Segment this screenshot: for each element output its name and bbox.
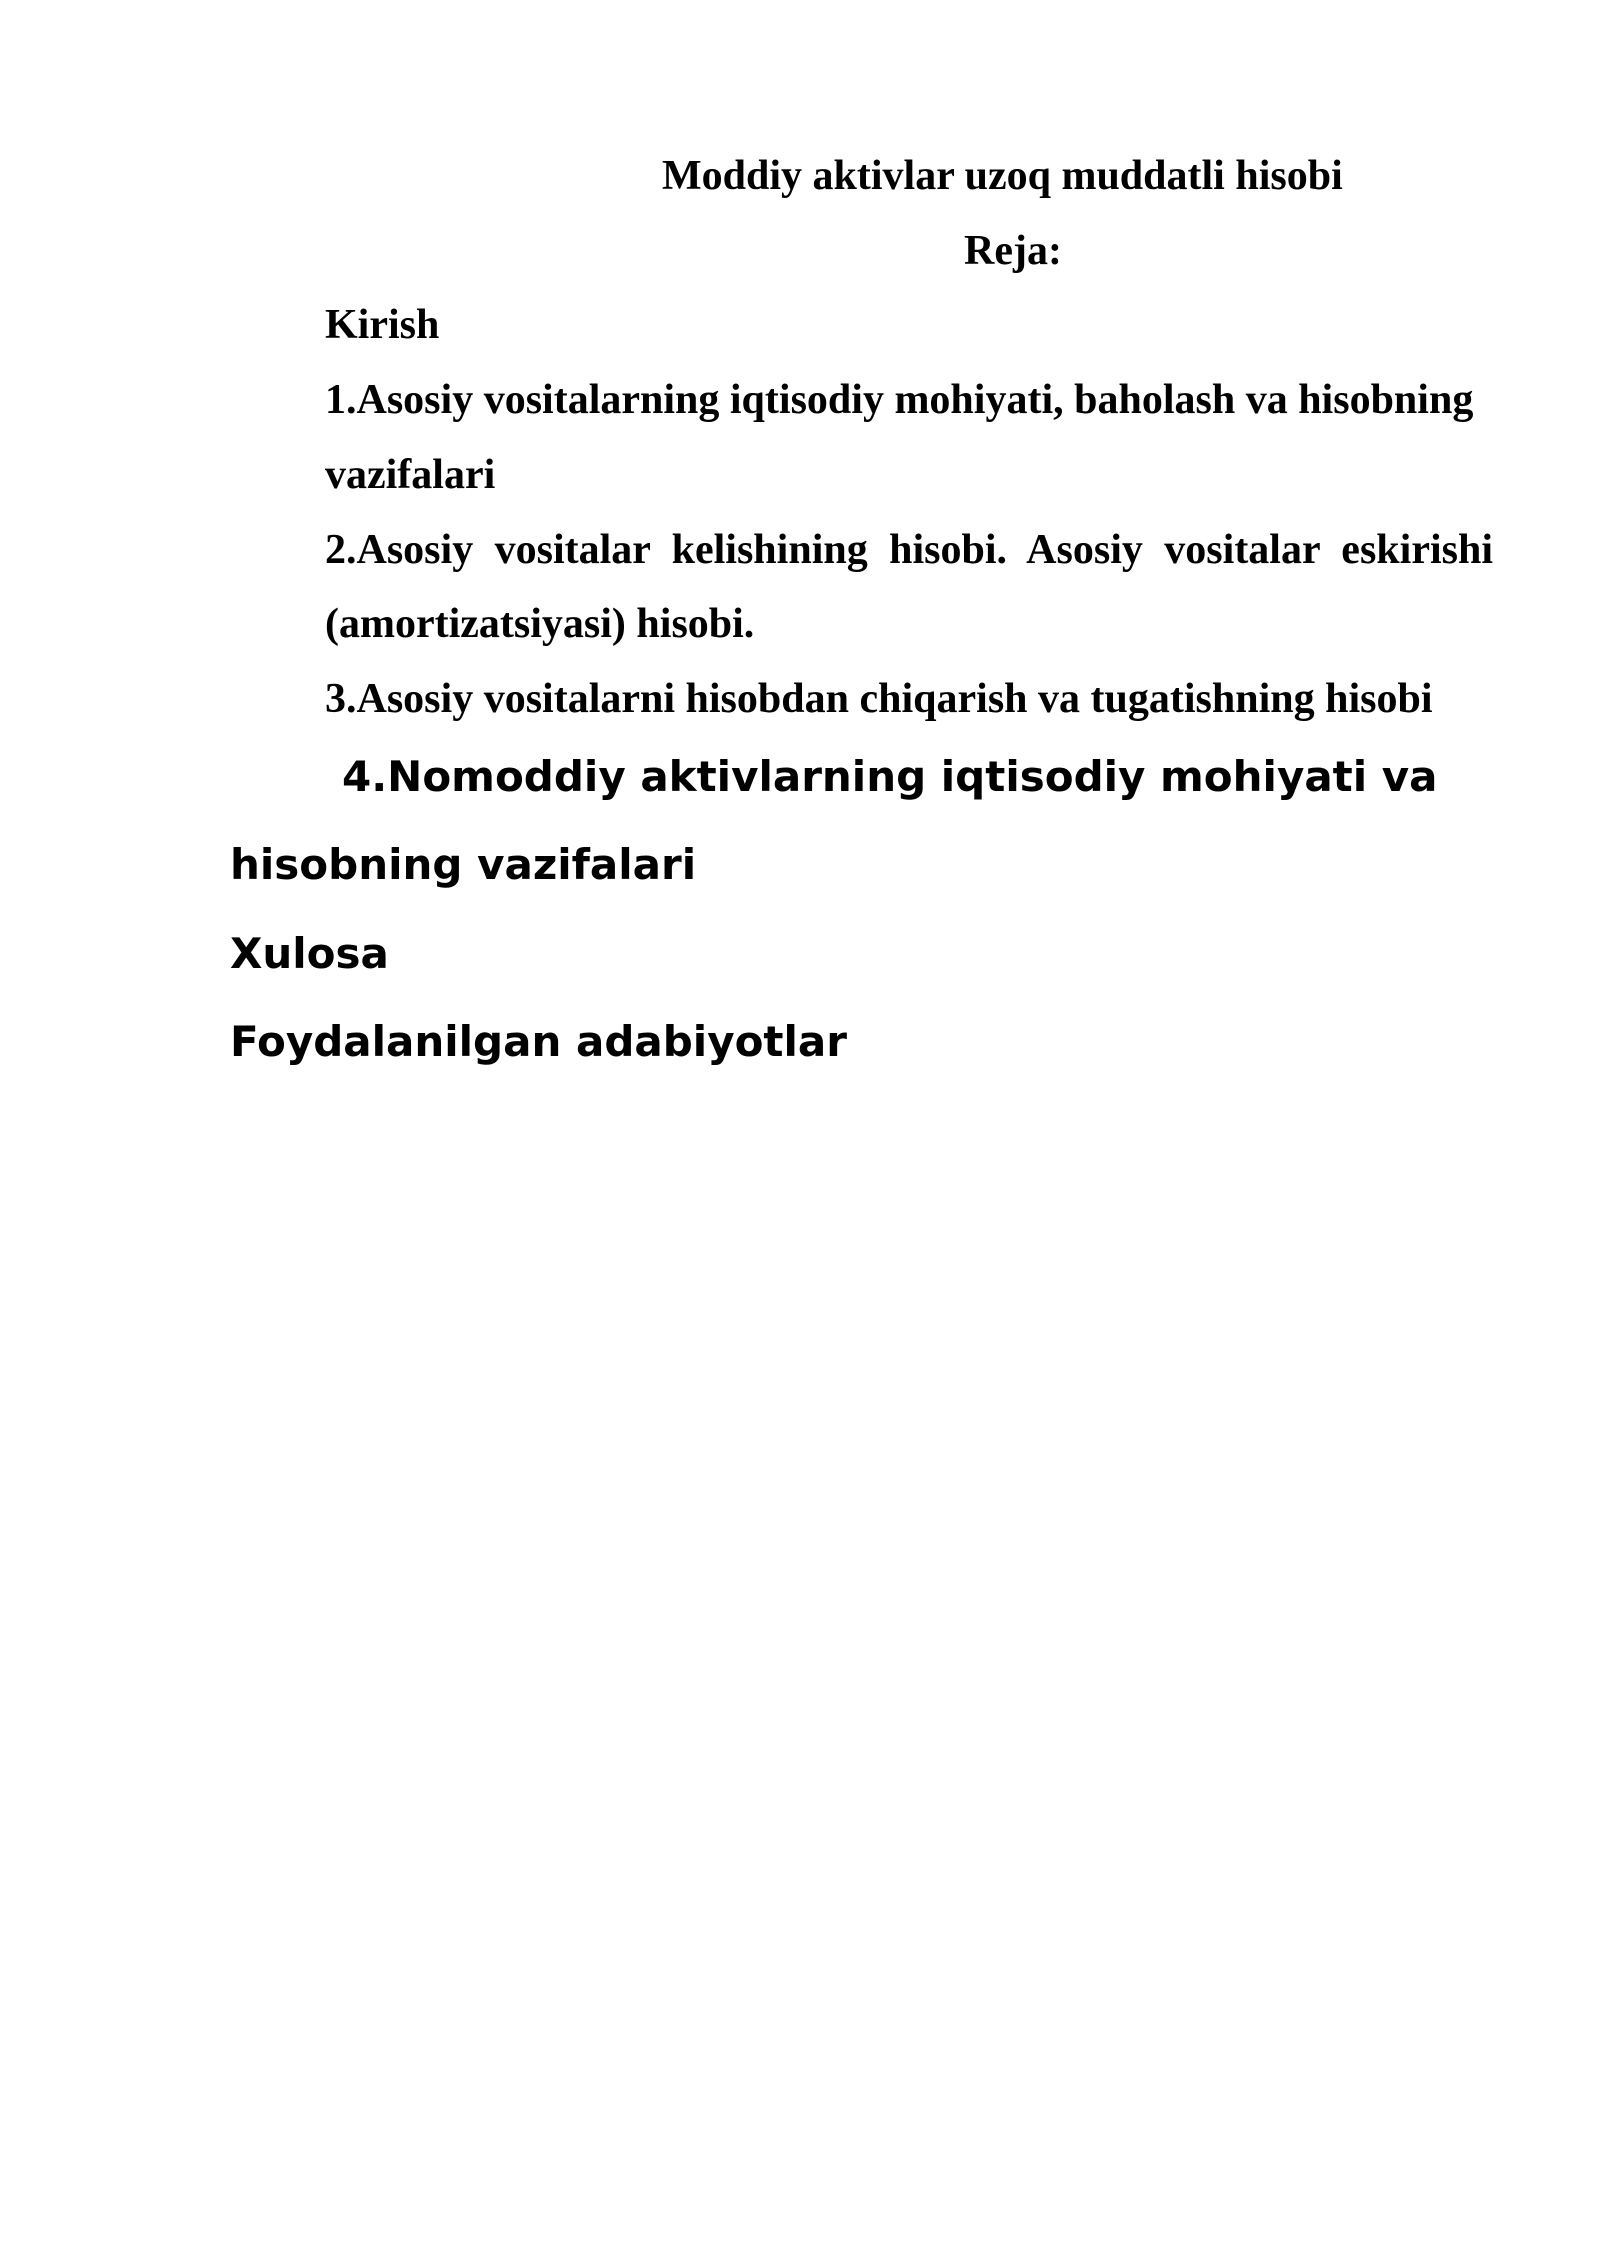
outline-item-3: 3.Asosiy vositalarni hisobdan chiqarish va tugatishning hisobi <box>325 676 1433 722</box>
outline-item-4-line-2: hisobning vazifalari <box>230 840 697 889</box>
plan-heading: Reja: <box>964 228 1062 274</box>
outline-item-intro: Kirish <box>325 302 440 348</box>
outline-item-4-line-1: 4.Nomoddiy aktivlarning iqtisodiy mohiyati va <box>342 752 1438 801</box>
outline-item-1-line-2: vazifalari <box>325 452 496 498</box>
outline-item-1-line-1: 1.Asosiy vositalarning iqtisodiy mohiyati, baholash va hisobning <box>325 377 1474 423</box>
outline-item-references: Foydalanilgan adabiyotlar <box>230 1017 847 1066</box>
outline-item-conclusion: Xulosa <box>230 929 389 978</box>
document-title: Moddiy aktivlar uzoq muddatli hisobi <box>662 153 1343 199</box>
outline-item-2-line-2: (amortizatsiyasi) hisobi. <box>325 601 755 647</box>
outline-item-2-line-1: 2.Asosiy vositalar kelishining hisobi. Asosiy vositalar eskirishi <box>325 527 1493 573</box>
